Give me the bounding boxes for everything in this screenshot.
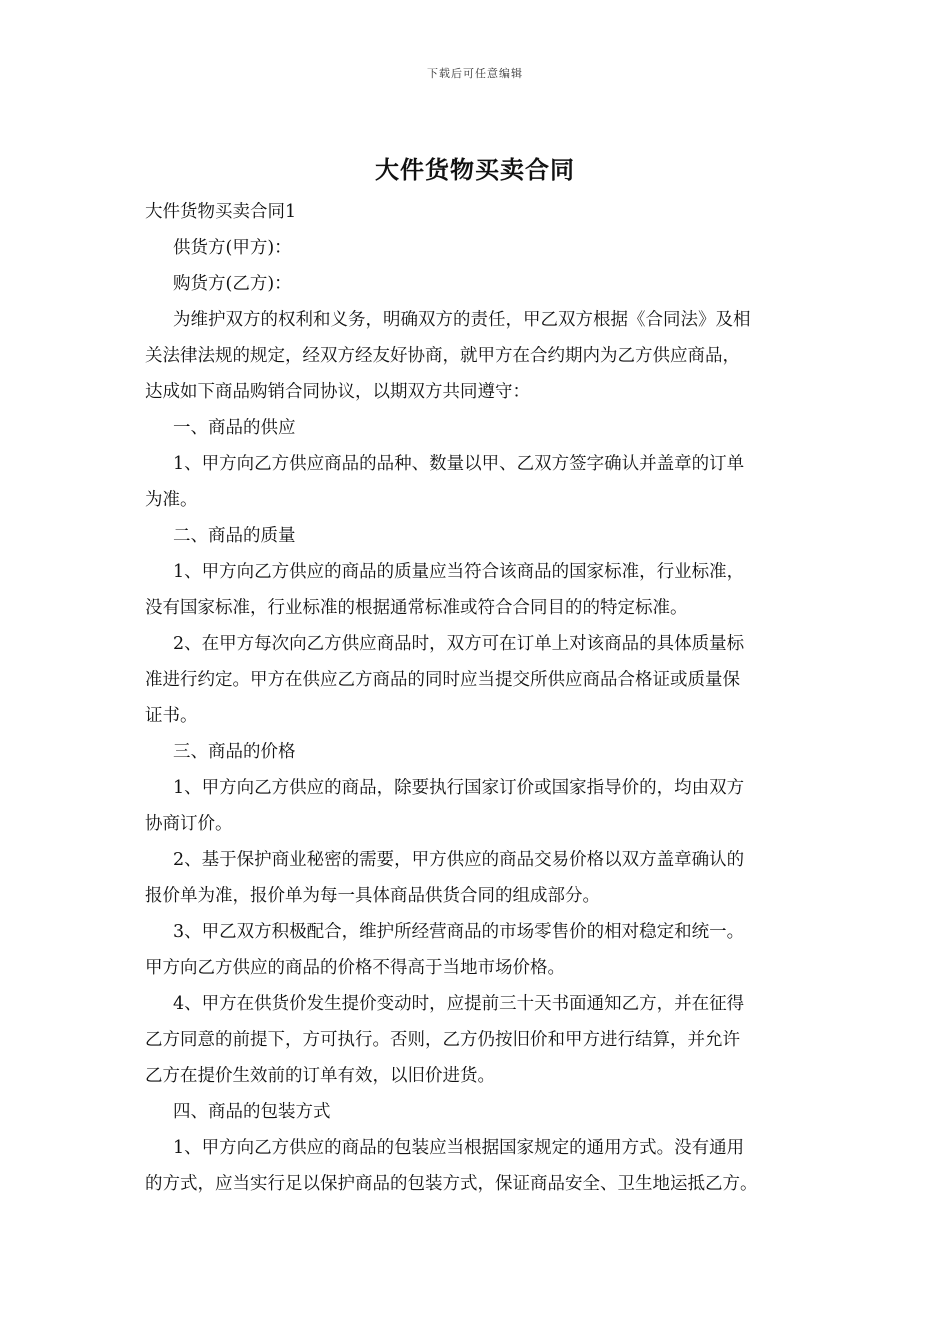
supplier-party: 供货方(甲方)： bbox=[173, 238, 292, 258]
section-3-clause-1 bbox=[145, 770, 820, 842]
clause-line: 协商订价。 bbox=[145, 814, 233, 834]
clause-line: 报价单为准，报价单为每一具体商品供货合同的组成部分。 bbox=[145, 886, 600, 906]
section-3-heading: 三、商品的价格 bbox=[173, 742, 296, 762]
clause-line: 甲方向乙方供应的商品的价格不得高于当地市场价格。 bbox=[145, 958, 565, 978]
section-4-clause-1 bbox=[145, 1130, 820, 1202]
clause-line: 准进行约定。甲方在供应乙方商品的同时应当提交所供应商品合格证或质量保 bbox=[145, 670, 740, 690]
document-body bbox=[145, 194, 820, 1202]
page-header-note: 下载后可任意编辑 bbox=[427, 67, 523, 80]
clause-line: 2、在甲方每次向乙方供应商品时，双方可在订单上对该商品的具体质量标 bbox=[173, 634, 745, 654]
section-1-clause-1 bbox=[145, 446, 820, 518]
intro-line: 为维护双方的权利和义务，明确双方的责任，甲乙双方根据《合同法》及相 bbox=[173, 310, 751, 330]
section-3-clause-3 bbox=[145, 914, 820, 986]
clause-line: 1、甲方向乙方供应的商品，除要执行国家订价或国家指导价的，均由双方 bbox=[173, 778, 745, 798]
intro-line: 达成如下商品购销合同协议，以期双方共同遵守： bbox=[145, 382, 530, 402]
clause-line: 1、甲方向乙方供应商品的品种、数量以甲、乙双方签字确认并盖章的订单 bbox=[173, 454, 745, 474]
clause-line: 1、甲方向乙方供应的商品的包装应当根据国家规定的通用方式。没有通用 bbox=[173, 1138, 745, 1158]
clause-line: 3、甲乙双方积极配合，维护所经营商品的市场零售价的相对稳定和统一。 bbox=[173, 922, 745, 942]
intro-line: 关法律法规的规定，经双方经友好协商，就甲方在合约期内为乙方供应商品， bbox=[145, 346, 740, 366]
document-subtitle: 大件货物买卖合同1 bbox=[145, 202, 297, 222]
clause-line: 乙方同意的前提下，方可执行。否则，乙方仍按旧价和甲方进行结算，并允许 bbox=[145, 1030, 740, 1050]
section-2-clause-1 bbox=[145, 554, 820, 626]
clause-line: 乙方在提价生效前的订单有效，以旧价进货。 bbox=[145, 1066, 495, 1086]
section-3-clause-2 bbox=[145, 842, 820, 914]
clause-line: 为准。 bbox=[145, 490, 198, 510]
document-title: 大件货物买卖合同 bbox=[375, 156, 575, 184]
section-2-heading: 二、商品的质量 bbox=[173, 526, 296, 546]
intro-paragraph bbox=[145, 302, 820, 410]
section-2-clause-2 bbox=[145, 626, 820, 734]
section-4-heading: 四、商品的包装方式 bbox=[173, 1102, 331, 1122]
clause-line: 2、基于保护商业秘密的需要，甲方供应的商品交易价格以双方盖章确认的 bbox=[173, 850, 745, 870]
buyer-party: 购货方(乙方)： bbox=[173, 274, 292, 294]
clause-line: 证书。 bbox=[145, 706, 198, 726]
clause-line: 1、甲方向乙方供应的商品的质量应当符合该商品的国家标准，行业标准， bbox=[173, 562, 745, 582]
clause-line: 4、甲方在供货价发生提价变动时，应提前三十天书面通知乙方，并在征得 bbox=[173, 994, 745, 1014]
clause-line: 的方式，应当实行足以保护商品的包装方式，保证商品安全、卫生地运抵乙方。 bbox=[145, 1174, 758, 1194]
section-3-clause-4 bbox=[145, 986, 820, 1094]
clause-line: 没有国家标准，行业标准的根据通常标准或符合合同目的的特定标准。 bbox=[145, 598, 688, 618]
section-1-heading: 一、商品的供应 bbox=[173, 418, 296, 438]
